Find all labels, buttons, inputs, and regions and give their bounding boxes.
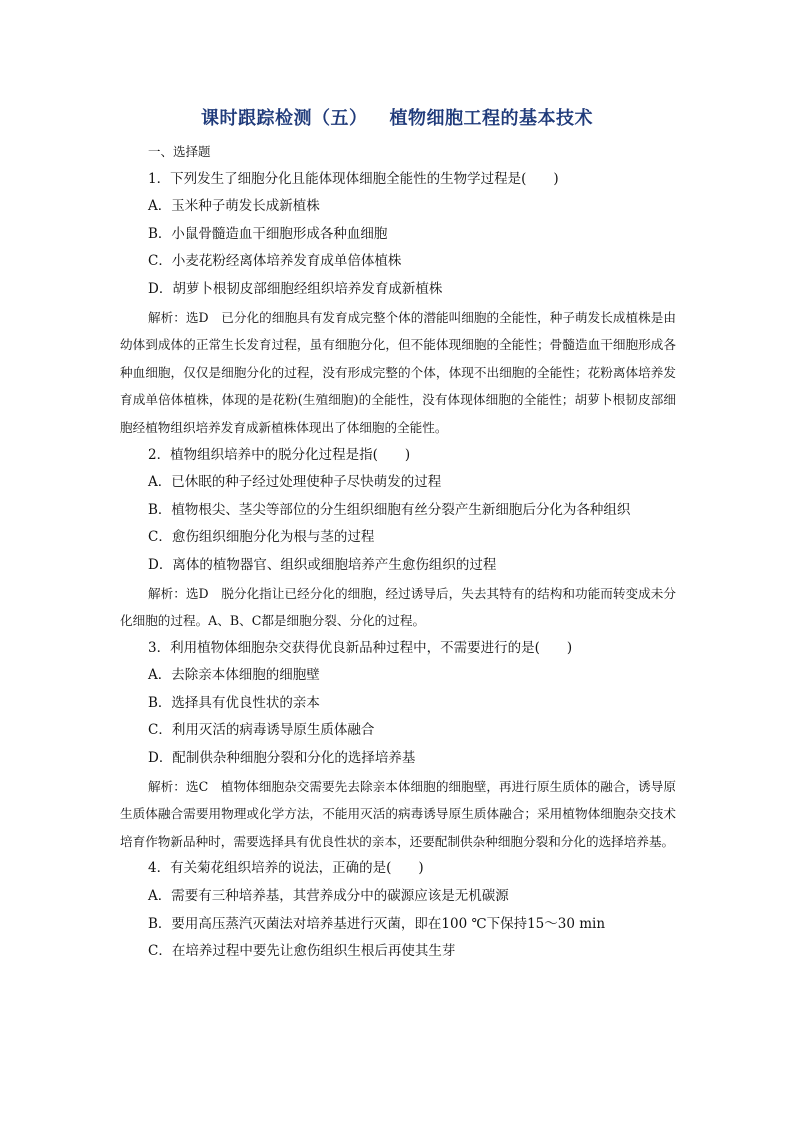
option-c: C．在培养过程中要先让愈伤组织生根后再使其生芽	[148, 943, 456, 960]
analysis-text: 解析：选D 脱分化指让已经分化的细胞，经过诱导后，失去其特有的结构和功能而转变成未分化细胞的过程。A、B、C都是细胞分裂、分化的过程。	[120, 585, 676, 629]
option-b: B．小鼠骨髓造血干细胞形成各种血细胞	[148, 225, 388, 242]
option-a: A．已休眠的种子经过处理使种子尽快萌发的过程	[148, 474, 442, 491]
question-3	[120, 635, 676, 856]
question-4	[120, 855, 676, 965]
question-1	[120, 166, 676, 442]
page-title	[0, 104, 794, 130]
question-stem: 2．植物组织培养中的脱分化过程是指( )	[148, 446, 411, 463]
option-a: A．玉米种子萌发长成新植株	[148, 198, 320, 215]
option-b: B．植物根尖、茎尖等部位的分生组织细胞有丝分裂产生新细胞后分化为各种组织	[148, 501, 631, 518]
option-c: C．小麦花粉经离体培养发育成单倍体植株	[148, 253, 402, 270]
option-d: D．配制供杂种细胞分裂和分化的选择培养基	[148, 750, 416, 767]
option-c: C．愈伤组织细胞分化为根与茎的过程	[148, 529, 375, 546]
question-stem: 1．下列发生了细胞分化且能体现体细胞全能性的生物学过程是( )	[148, 170, 559, 187]
title-sub: 植物细胞工程的基本技术	[389, 108, 593, 129]
option-d: D．胡萝卜根韧皮部细胞经组织培养发育成新植株	[148, 280, 443, 297]
option-b: B．要用高压蒸汽灭菌法对培养基进行灭菌，即在100 ℃下保持15～30 min	[148, 915, 606, 932]
analysis-text: 解析：选D 已分化的细胞具有发育成完整个体的潜能叫细胞的全能性，种子萌发长成植株是由幼体到成体的正常生长发育过程，虽有细胞分化，但不能体现细胞的全能性；骨髓造血干细胞形成各种血细胞，仅仅是细胞分化的过程，没有形成完整的个体，体现不出细胞的全能性；花粉离体培养发育成单倍体植株，体现的是花粉(生殖细胞)的全能性，没有体现体细胞的全能性；胡萝卜根韧皮部细胞经植物组织培养发育成新植株体现出了体细胞的全能性。	[120, 309, 676, 435]
question-stem: 3．利用植物体细胞杂交获得优良新品种过程中，不需要进行的是( )	[148, 639, 573, 656]
section-heading: 一、选择题	[148, 144, 211, 159]
analysis-text: 解析：选C 植物体细胞杂交需要先去除亲本体细胞的细胞壁，再进行原生质体的融合，诱导原生质体融合需要用物理或化学方法，不能用灭活的病毒诱导原生质体融合；采用植物体细胞杂交技术培育作物新品种时，需要选择具有优良性状的亲本，还要配制供杂种细胞分裂和分化的选择培养基。	[120, 778, 676, 849]
option-d: D．离体的植物器官、组织或细胞培养产生愈伤组织的过程	[148, 556, 497, 573]
title-main: 课时跟踪检测（五）	[201, 108, 368, 129]
option-a: A．去除亲本体细胞的细胞壁	[148, 667, 320, 684]
question-2	[120, 442, 676, 635]
option-b: B．选择具有优良性状的亲本	[148, 694, 320, 711]
question-stem: 4．有关菊花组织培养的说法，正确的是( )	[148, 860, 424, 877]
document-body	[120, 138, 676, 966]
option-c: C．利用灭活的病毒诱导原生质体融合	[148, 722, 375, 739]
option-a: A．需要有三种培养基，其营养成分中的碳源应该是无机碳源	[148, 888, 509, 905]
